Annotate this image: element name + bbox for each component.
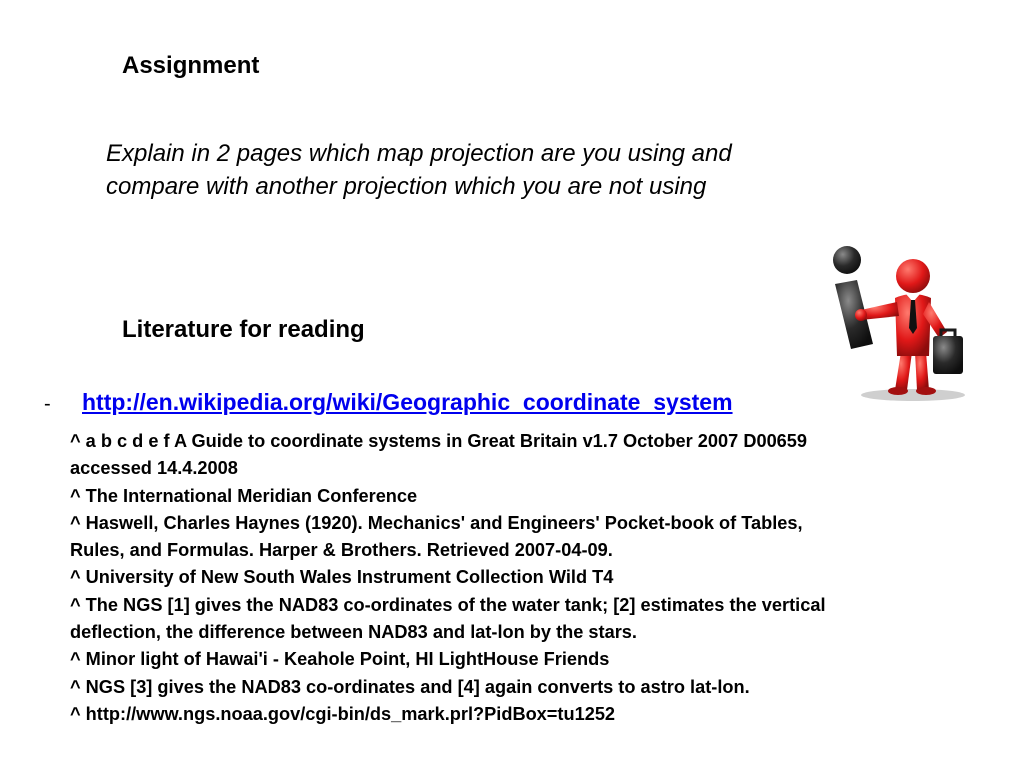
- assignment-task: [106, 137, 886, 203]
- assignment-task-line: compare with another projection which you are not using: [106, 173, 707, 200]
- reference-line: ^ The NGS [1] gives the NAD83 co-ordinates of the water tank; [2] estimates the vertical: [70, 594, 826, 615]
- reference-line: ^ Minor light of Hawai'i - Keahole Point, HI LightHouse Friends: [70, 649, 610, 670]
- reference-item: [70, 674, 1020, 701]
- info-person-icon: [815, 232, 975, 402]
- reference-item: [70, 646, 1020, 673]
- reference-line: deflection, the difference between NAD83 and lat-lon by the stars.: [70, 622, 637, 643]
- reference-line: Rules, and Formulas. Harper & Brothers. Retrieved 2007-04-09.: [70, 540, 613, 561]
- reference-item: [70, 510, 1020, 565]
- reference-list: [70, 428, 1020, 728]
- reference-item: [70, 592, 1020, 647]
- assignment-heading: Assignment: [122, 52, 260, 79]
- reference-line: ^ NGS [3] gives the NAD83 co-ordinates and [4] again converts to astro lat-lon.: [70, 676, 750, 697]
- reference-line: ^ Haswell, Charles Haynes (1920). Mechanics' and Engineers' Pocket-book of Tables,: [70, 512, 803, 533]
- reference-item: [70, 428, 1020, 483]
- reference-line: accessed 14.4.2008: [70, 458, 238, 479]
- literature-heading: Literature for reading: [122, 316, 365, 343]
- wikipedia-link[interactable]: http://en.wikipedia.org/wiki/Geographic_coordinate_system: [82, 389, 733, 415]
- reference-line: ^ The International Meridian Conference: [70, 485, 418, 506]
- reference-line: ^ a b c d e f A Guide to coordinate systems in Great Britain v1.7 October 2007 D00659: [70, 431, 808, 451]
- reference-item: [70, 701, 1020, 728]
- reference-line: ^ http://www.ngs.noaa.gov/cgi-bin/ds_mark.prl?PidBox=tu1252: [70, 703, 616, 724]
- reference-item: [70, 564, 1020, 591]
- reference-item: [70, 483, 1020, 510]
- assignment-task-line: Explain in 2 pages which map projection are you using and: [106, 140, 732, 167]
- list-bullet: -: [44, 393, 51, 415]
- reference-line: ^ University of New South Wales Instrument Collection Wild T4: [70, 567, 614, 588]
